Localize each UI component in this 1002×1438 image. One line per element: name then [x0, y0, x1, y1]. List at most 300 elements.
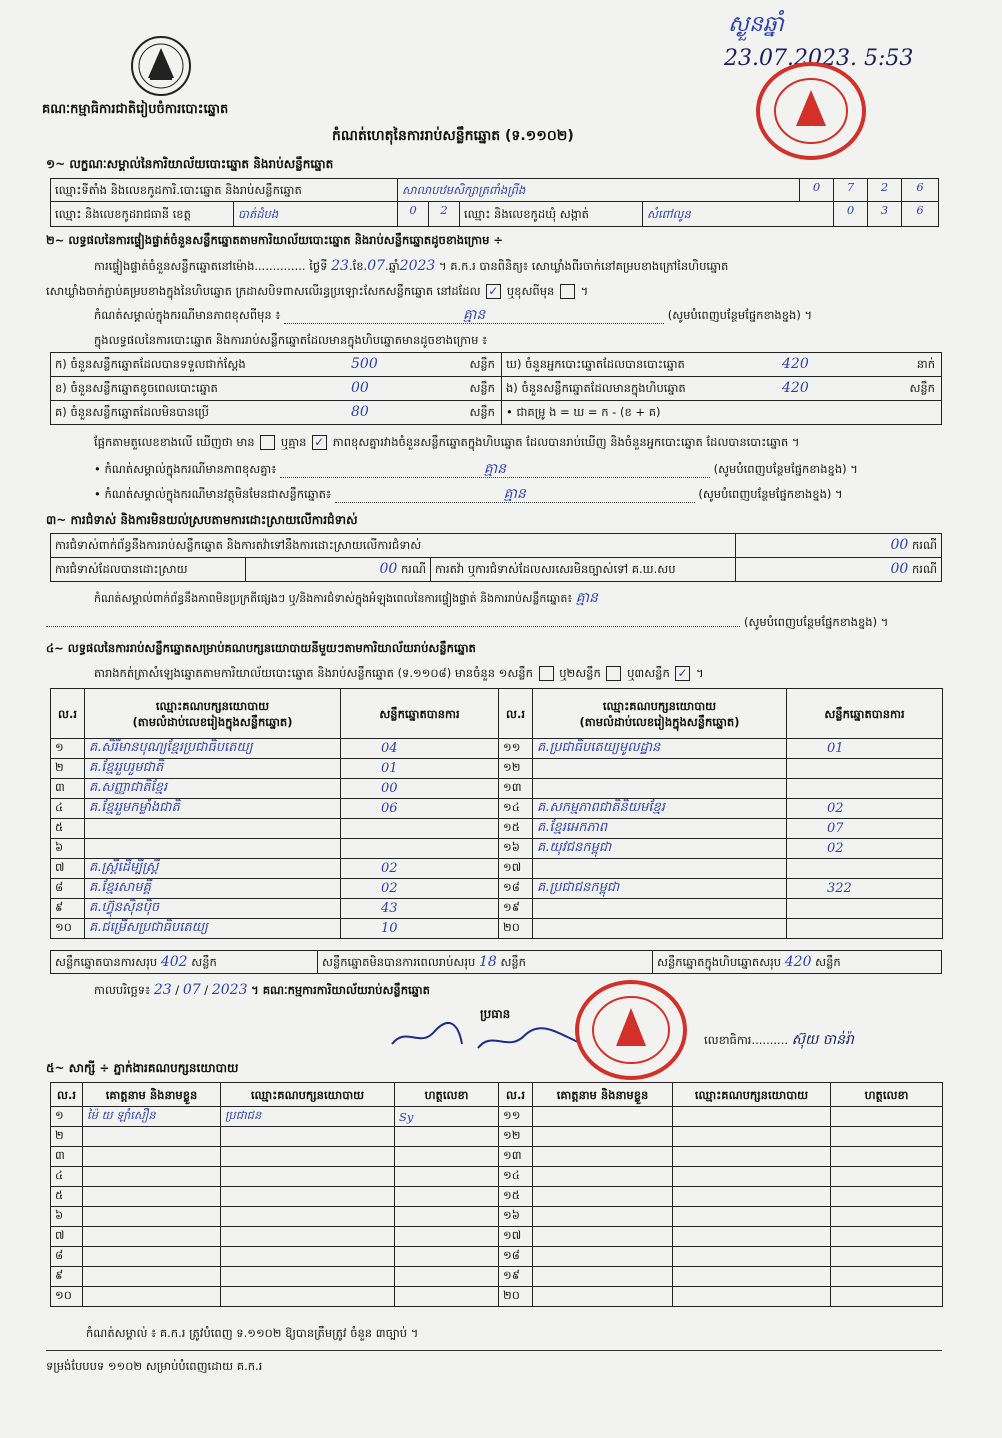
- witness-name: [533, 1127, 673, 1147]
- witness-name: [533, 1187, 673, 1207]
- total-invalid-value: 18: [478, 954, 497, 970]
- party-name: [533, 899, 787, 919]
- has-difference-checkbox[interactable]: [260, 435, 275, 450]
- footer-divider: [46, 1350, 942, 1351]
- row-number: ៩: [51, 1267, 83, 1287]
- table-row: [51, 899, 943, 919]
- col-header-party: [85, 689, 341, 739]
- witness-party: [221, 1147, 395, 1167]
- row-number: ៧: [51, 859, 85, 879]
- table-row: [51, 819, 943, 839]
- resolved-count: 00: [379, 561, 398, 577]
- party-results-table: [50, 688, 943, 939]
- form-footer: ទម្រង់បែបបទ ១១០២ សម្រាប់បំពេញដោយ គ.ក.រ: [46, 1359, 263, 1373]
- code-digit: 2: [867, 178, 902, 202]
- witness-name: [83, 1127, 221, 1147]
- row-number: ៥: [51, 1187, 83, 1207]
- commune-value: សំពៅលូន: [642, 201, 834, 227]
- check-time-label: ការផ្ទៀងផ្ទាត់ចំនួនសន្លឹកឆ្នោតនៅម៉ោង.............. ថ្ងៃទី: [94, 259, 328, 273]
- three-sheets-checkbox[interactable]: [675, 666, 690, 681]
- row-number: ១៩: [499, 1267, 533, 1287]
- total-valid-cell: [50, 950, 318, 974]
- committee-stamp: [575, 980, 687, 1080]
- table-row: [51, 1127, 943, 1147]
- witness-signature: [831, 1167, 943, 1187]
- witness-signature: [831, 1287, 943, 1307]
- col-header-votes: សន្លឹកឆ្នោតបានការ: [787, 689, 943, 739]
- vote-count: 322: [787, 879, 943, 899]
- party-header-sub: (តាមលំដាប់លេខរៀងក្នុងសន្លឹកឆ្នោត): [132, 714, 293, 729]
- table-row: [51, 1187, 943, 1207]
- witness-name: [533, 1267, 673, 1287]
- col-header-no: ល.រ: [499, 1083, 533, 1107]
- row-number: ១១: [499, 739, 533, 759]
- section1-heading: ១~ លក្ខណៈសម្គាល់នៃការិយាល័យបោះឆ្នោត និងរាប់សន្លឹកឆ្នោត: [46, 157, 334, 171]
- party-header-label: ឈ្មោះគណបក្សនយោបាយ: [155, 698, 270, 713]
- code-digit: 3: [867, 201, 902, 227]
- witness-signature: [395, 1207, 499, 1227]
- formula-row: • ជាគម្រូ ង = ឃ = ក - (ខ + គ): [501, 400, 942, 425]
- row-number: ១២: [499, 759, 533, 779]
- table-row: [51, 1207, 943, 1227]
- party-name: [533, 859, 787, 879]
- unchanged-checkbox[interactable]: [486, 284, 501, 299]
- witness-party: [221, 1287, 395, 1307]
- vote-count: [341, 839, 499, 859]
- party-name: គ.ហ៊្វុនស៊ិនប៉ិច: [85, 899, 341, 919]
- irregularity-note-label: កំណត់សម្គាល់ពាក់ព័ន្ធនឹងភាពមិនប្រក្រតីផ្សេងៗ ឬ/និងការជំទាស់ក្នុងអំឡុងពេលនៃការផ្ទៀងផ្ទាត់ និងការរាប់សន្លឹកឆ្នោត៖: [94, 592, 573, 605]
- objection-count: 00: [890, 537, 909, 553]
- witness-signature: [831, 1127, 943, 1147]
- location-value: សាលាបឋមសិក្សាត្រពាំងព្រីង: [397, 178, 800, 202]
- witness-signature: [831, 1147, 943, 1167]
- vote-count: 00: [341, 779, 499, 799]
- witness-name: [533, 1207, 673, 1227]
- vote-count: [787, 859, 943, 879]
- col-header-signature: ហត្ថលេខា: [395, 1083, 499, 1107]
- unit-label: សន្លឹក: [469, 357, 495, 371]
- vote-count: [787, 779, 943, 799]
- unit-label: ករណី: [912, 562, 937, 576]
- party-name: គ.ប្រជាធិបតេយ្យមូលដ្ឋាន: [533, 739, 787, 759]
- witness-table: [50, 1082, 943, 1307]
- col-header-party: [533, 689, 787, 739]
- witness-name: [533, 1107, 673, 1127]
- witness-signature: [395, 1227, 499, 1247]
- results-intro: ក្នុងលទ្ធផលនៃការបោះឆ្នោត និងការរាប់សន្លឹកឆ្នោតដែលមានក្នុងហិបឆ្នោតមានដូចខាងក្រោម ៖: [94, 333, 488, 347]
- unused-ballots-row: [50, 400, 502, 425]
- witness-signature: [831, 1267, 943, 1287]
- foreign-object-note-value: គ្មាន: [503, 486, 526, 502]
- section3-heading: ៣~ ការជំទាស់ និងការមិនយល់ស្របតាមការដោះស្រាយលើការជំទាស់: [46, 513, 358, 527]
- secretary-label: លេខាធិការ: [704, 1033, 752, 1047]
- check-line2: សោឃ្លាំងចាក់ភ្ជាប់គម្របខាងក្នុងនៃហិបឆ្នោត ក្រដាសបិទពាសលើរន្ធប្រឡោះសែកសន្លឹកឆ្នោត នៅដដែល ✓ ឬខុសពីមុន ។: [46, 283, 588, 299]
- committee-label: ។ គណៈកម្មការការិយាល័យរាប់សន្លឹកឆ្នោត: [251, 983, 430, 997]
- total-invalid-cell: [317, 950, 653, 974]
- row-number: ១៨: [499, 1247, 533, 1267]
- resolved-value: [245, 557, 431, 582]
- party-header-label: ឈ្មោះគណបក្សនយោបាយ: [602, 698, 717, 713]
- voters-value: 420: [782, 356, 809, 372]
- unused-label: គ) ចំនួនសន្លឹកឆ្នោតដែលមិនបានប្រើ: [55, 405, 209, 419]
- row-number: ២: [51, 1127, 83, 1147]
- ballots-in-box-row: [501, 376, 942, 401]
- check-year: 2023: [399, 258, 436, 274]
- check-day: 23: [331, 258, 349, 274]
- unit-label: ករណី: [401, 562, 426, 576]
- col-header-no: ល.រ: [51, 689, 85, 739]
- date-label: កាលបរិច្ឆេទ៖: [94, 983, 151, 997]
- total-invalid-label: សន្លឹកឆ្នោតមិនបានការពេលរាប់សរុប: [322, 955, 476, 969]
- row-number: ៣: [51, 1147, 83, 1167]
- received-ballots-row: [50, 352, 502, 377]
- row-number: ១០: [51, 919, 85, 939]
- appeal-value: [735, 557, 942, 582]
- section2-heading: ២~ លទ្ធផលនៃការផ្ទៀងផ្ទាត់ចំនួនសន្លឹកឆ្នោតតាមការិយាល័យបោះឆ្នោត និងរាប់សន្លឹកឆ្នោតដូចខាងក្រោម ÷: [46, 233, 504, 247]
- note-value: គ្មាន: [462, 307, 486, 323]
- voters-row: [501, 352, 942, 377]
- foreign-object-note-line: [94, 486, 940, 503]
- vote-count: [787, 919, 943, 939]
- official-stamp: [756, 62, 866, 160]
- table-row: [51, 1247, 943, 1267]
- row-number: ១៣: [499, 779, 533, 799]
- witness-signature: [831, 1247, 943, 1267]
- total-box-value: 420: [784, 954, 812, 970]
- code-digit: 0: [799, 178, 834, 202]
- row-number: ១៩: [499, 899, 533, 919]
- party-name: គ.ខ្មែរសាមគ្គី: [85, 879, 341, 899]
- col-header-name: គោត្តនាម និងនាមខ្លួន: [83, 1083, 221, 1107]
- vote-count: 04: [341, 739, 499, 759]
- section5-heading: ៥~ សាក្សី ÷ ភ្នាក់ងារគណបក្សនយោបាយ: [46, 1061, 239, 1075]
- witness-name: ម៉ៃ យ ឡាំសឿន: [83, 1107, 221, 1127]
- total-box-cell: [652, 950, 942, 974]
- witness-name: [83, 1187, 221, 1207]
- note-suffix: (សូមបំពេញបន្ថែមផ្នែកខាងខ្នង) ។: [713, 462, 858, 476]
- vote-count: [787, 759, 943, 779]
- unit-label: សន្លឹក: [500, 955, 526, 969]
- witness-signature: [831, 1227, 943, 1247]
- col-header-party: ឈ្មោះគណបក្សនយោបាយ: [221, 1083, 395, 1107]
- party-name: គ.សិរីមានបុណ្យខ្មែរប្រជាធិបតេយ្យ: [85, 739, 341, 759]
- witness-party: [673, 1287, 831, 1307]
- unused-value: 80: [351, 404, 369, 420]
- dotted-line: [46, 625, 740, 627]
- row-number: ៣: [51, 779, 85, 799]
- row-number: ៤: [51, 799, 85, 819]
- location-label: ឈ្មោះទីតាំង និងលេខកូដការិ.បោះឆ្នោត និងរាប់សន្លឹកឆ្នោត: [50, 178, 398, 202]
- row-number: ១: [51, 739, 85, 759]
- vote-count: 01: [341, 759, 499, 779]
- row-number: ១២: [499, 1127, 533, 1147]
- irregularity-note-value: គ្មាន: [575, 590, 598, 606]
- ballots-in-box-value: 420: [782, 380, 809, 396]
- table-row: [51, 1107, 943, 1127]
- date-month: 07: [182, 982, 201, 998]
- row-number: ៩: [51, 899, 85, 919]
- witness-party: [221, 1127, 395, 1147]
- witness-signature: [831, 1187, 943, 1207]
- appeal-count: 00: [890, 561, 909, 577]
- witness-party: [673, 1267, 831, 1287]
- vote-count: 02: [341, 859, 499, 879]
- witness-party: [673, 1207, 831, 1227]
- witness-party: [221, 1207, 395, 1227]
- check-line2-text: សោឃ្លាំងចាក់ភ្ជាប់គម្របខាងក្នុងនៃហិបឆ្នោត ក្រដាសបិទពាសលើរន្ធប្រឡោះសែកសន្លឹកឆ្នោត នៅដដែល: [46, 284, 481, 298]
- province-value: បាត់ដំបង: [233, 201, 398, 227]
- chair-signature: [388, 1018, 588, 1062]
- witness-party: ប្រជាជន: [221, 1107, 395, 1127]
- witness-party: [673, 1127, 831, 1147]
- witness-name: [533, 1287, 673, 1307]
- row-number: ៨: [51, 1247, 83, 1267]
- witness-signature: [395, 1267, 499, 1287]
- commune-label: ឈ្មោះ និងលេខកូដឃុំ សង្កាត់: [459, 201, 643, 227]
- note-label: កំណត់សម្គាល់ក្នុងករណីមានភាពខុសពីមុន ៖: [94, 308, 281, 322]
- witness-signature: [831, 1107, 943, 1127]
- footer-note: កំណត់សម្គាល់ ៖ គ.ក.រ ត្រូវបំពេញ ទ.១១០២ ឱ្យបានត្រឹមត្រូវ ចំនួន ៣ច្បាប់ ។: [86, 1326, 419, 1340]
- witness-name: [533, 1167, 673, 1187]
- row-number: ១០: [51, 1287, 83, 1307]
- note-suffix: (សូមបំពេញបន្ថែមផ្នែកខាងខ្នង) ។: [667, 308, 813, 322]
- witness-party: [673, 1247, 831, 1267]
- row-number: ១៥: [499, 819, 533, 839]
- witness-name: [83, 1147, 221, 1167]
- row-number: ១៤: [499, 1167, 533, 1187]
- compare-line: [94, 434, 799, 450]
- date-day: 23: [153, 982, 172, 998]
- objection-row-value: [735, 533, 942, 558]
- vote-count: [787, 899, 943, 919]
- table-row: [51, 1267, 943, 1287]
- witness-signature: [831, 1207, 943, 1227]
- vote-count: 07: [787, 819, 943, 839]
- party-header-sub: (តាមលំដាប់លេខរៀងក្នុងសន្លឹកឆ្នោត): [579, 714, 740, 729]
- objection-row-label: ការជំទាស់ពាក់ព័ន្ធនឹងការរាប់សន្លឹកឆ្នោត និងការតវ៉ាទៅនឹងការដោះស្រាយលើការជំទាស់: [50, 533, 736, 558]
- col-header-no: ល.រ: [499, 689, 533, 739]
- witness-signature: [395, 1147, 499, 1167]
- witness-signature: [395, 1247, 499, 1267]
- witness-signature: [395, 1287, 499, 1307]
- table-row: [51, 919, 943, 939]
- party-name: [533, 779, 787, 799]
- row-number: ១៨: [499, 879, 533, 899]
- two-sheets-label: ឬ២សន្លឹក: [559, 666, 601, 680]
- party-name: គ.ប្រជាជនកម្ពុជា: [533, 879, 787, 899]
- witness-party: [221, 1267, 395, 1287]
- no-difference-label: ឬគ្មាន: [280, 435, 307, 449]
- nec-logo: [128, 34, 194, 98]
- check-line1: ការផ្ទៀងផ្ទាត់ចំនួនសន្លឹកឆ្នោតនៅម៉ោង.............. ថ្ងៃទី 23.ខែ.07.ឆ្នាំ2023 ។ គ.ក.រ បានពិនិត្យ៖ សោឃ្លាំងពីរចាក់នៅគម្របខាងក្រៅនៃហិបឆ្នោត: [94, 258, 729, 274]
- witness-party: [673, 1147, 831, 1167]
- unit-label: សន្លឹក: [815, 955, 841, 969]
- table-row: [51, 1167, 943, 1187]
- unit-label: សន្លឹក: [191, 955, 217, 969]
- ballots-in-box-label: ង) ចំនួនសន្លឹកឆ្នោតដែលមានក្នុងហិបឆ្នោត: [506, 381, 686, 395]
- note-suffix: (សូមបំពេញបន្ថែមផ្នែកខាងខ្នង) ។: [698, 487, 843, 501]
- table-row: [51, 759, 943, 779]
- tally-intro: តារាងកត់ត្រាសំឡេងឆ្នោតតាមការិយាល័យបោះឆ្នោត និងរាប់សន្លឹកឆ្នោត (ទ.១១០៨) មានចំនួន ១សន្លឹក: [94, 666, 533, 680]
- changed-checkbox[interactable]: [560, 284, 575, 299]
- table-row: [51, 799, 943, 819]
- received-label: ក) ចំនួនសន្លឹកឆ្នោតដែលបានទទួលជាក់ស្តែង: [55, 357, 246, 371]
- chair-label: ប្រធាន: [480, 1007, 511, 1021]
- witness-name: [83, 1207, 221, 1227]
- table-row: [51, 1147, 943, 1167]
- section4-heading: ៤~ លទ្ធផលនៃការរាប់សន្លឹកឆ្នោតសម្រាប់គណបក្សនយោបាយនីមួយៗតាមការិយាល័យរាប់សន្លឹកឆ្នោត: [46, 641, 476, 655]
- total-valid-value: 402: [160, 954, 188, 970]
- table-row: [51, 839, 943, 859]
- col-header-votes: សន្លឹកឆ្នោតបានការ: [341, 689, 499, 739]
- table-row: [51, 879, 943, 899]
- party-name: គ.ខ្មែរអេកភាព: [533, 819, 787, 839]
- code-digit: 0: [397, 201, 429, 227]
- witness-party: [673, 1227, 831, 1247]
- witness-party: [673, 1107, 831, 1127]
- two-sheets-checkbox[interactable]: [606, 666, 621, 681]
- row-number: ១៧: [499, 1227, 533, 1247]
- witness-signature: [395, 1167, 499, 1187]
- vote-count: 43: [341, 899, 499, 919]
- table-row: [51, 1287, 943, 1307]
- no-difference-checkbox[interactable]: [312, 435, 327, 450]
- witness-signature: [395, 1187, 499, 1207]
- witness-name: [83, 1167, 221, 1187]
- party-name: គ.ខ្មែររួមកម្លាំងជាតិ: [85, 799, 341, 819]
- org-name: គណៈកម្មាធិការជាតិរៀបចំការបោះឆ្នោត: [42, 102, 229, 117]
- party-name: គ.សកម្មភាពជាតិនិយមខ្មែរ: [533, 799, 787, 819]
- row-number: ១៤: [499, 799, 533, 819]
- party-name: គ.សញ្ញាជាតិខ្មែរ: [85, 779, 341, 799]
- row-number: ១៣: [499, 1147, 533, 1167]
- code-digit: 6: [901, 201, 939, 227]
- witness-party: [221, 1187, 395, 1207]
- unit-label: សន្លឹក: [469, 381, 495, 395]
- difference-note-value: គ្មាន: [483, 461, 507, 477]
- party-name: គ.ស្ត្រីដើម្បីស្ត្រី: [85, 859, 341, 879]
- compare-label: ផ្អែកតាមតួលេខខាងលើ ឃើញថា មាន: [94, 435, 255, 449]
- party-name: គ.ជម្រើសប្រជាធិបតេយ្យ: [85, 919, 341, 939]
- row-number: ១៦: [499, 1207, 533, 1227]
- row-number: ៤: [51, 1167, 83, 1187]
- unit-label: សន្លឹក: [909, 381, 935, 395]
- witness-signature: Sy: [395, 1107, 499, 1127]
- row-number: ១: [51, 1107, 83, 1127]
- witness-signature: [395, 1127, 499, 1147]
- col-header-no: ល.រ: [51, 1083, 83, 1107]
- unit-label: ករណី: [912, 538, 937, 552]
- party-name: [85, 819, 341, 839]
- appeal-label: ការតវ៉ា ឬការជំទាស់ដែលសរសេរមិនច្បាស់ទៅ គ.ឃ.សប: [430, 557, 736, 582]
- handwritten-note: ស្ងួនឆ្នាំ: [728, 12, 784, 37]
- party-name: [533, 759, 787, 779]
- witness-name: [533, 1147, 673, 1167]
- code-digit: 2: [428, 201, 460, 227]
- row-number: ១៦: [499, 839, 533, 859]
- witness-name: [83, 1287, 221, 1307]
- difference-note-line: [94, 461, 940, 478]
- vote-count: 02: [787, 799, 943, 819]
- unit-label: នាក់: [916, 357, 935, 371]
- received-value: 500: [351, 356, 378, 372]
- party-name: [85, 839, 341, 859]
- spoiled-value: 00: [351, 380, 369, 396]
- witness-name: [83, 1227, 221, 1247]
- signing-date-line: កាលបរិច្ឆេទ៖ 23 / 07 / 2023 ។ គណៈកម្មការការិយាល័យរាប់សន្លឹកឆ្នោត: [94, 982, 430, 998]
- secretary-signature: ស៊ុយ ចាន់រ៉ា: [791, 1032, 854, 1048]
- spoiled-label: ខ) ចំនួនសន្លឹកឆ្នោតខូចពេលបោះឆ្នោត: [55, 381, 218, 395]
- party-name: គ.យុវជនកម្ពុជា: [533, 839, 787, 859]
- row-number: ២: [51, 759, 85, 779]
- handwritten-datetime: 23.07.2023. 5:53: [724, 46, 914, 71]
- witness-name: [533, 1227, 673, 1247]
- total-valid-label: សន្លឹកឆ្នោតបានការសរុប: [55, 955, 158, 969]
- col-header-party: ឈ្មោះគណបក្សនយោបាយ: [673, 1083, 831, 1107]
- date-year: 2023: [211, 982, 248, 998]
- code-digit: 7: [833, 178, 868, 202]
- row-number: ២០: [499, 919, 533, 939]
- row-number: ១៧: [499, 859, 533, 879]
- row-number: ៥: [51, 819, 85, 839]
- foreign-object-note-label: • កំណត់សម្គាល់ក្នុងករណីមានវត្ថុមិនមែនជាសន្លឹកឆ្នោត៖: [94, 487, 332, 501]
- vote-count: 06: [341, 799, 499, 819]
- row-number: ១១: [499, 1107, 533, 1127]
- vote-count: [341, 819, 499, 839]
- three-sheets-label: ឬ៣សន្លឹក: [627, 666, 670, 680]
- col-header-signature: ហត្ថលេខា: [831, 1083, 943, 1107]
- compare-tail: ភាពខុសគ្នារវាងចំនួនសន្លឹកឆ្នោតក្នុងហិបឆ្នោត ដែលបានរាប់ឃើញ និងចំនួនអ្នកបោះឆ្នោត ដែលបានបោះឆ្នោត ។: [332, 435, 800, 449]
- witness-party: [221, 1227, 395, 1247]
- witness-party: [673, 1167, 831, 1187]
- vote-count: 02: [341, 879, 499, 899]
- witness-name: [533, 1247, 673, 1267]
- party-name: [533, 919, 787, 939]
- check-month: 07: [367, 258, 386, 274]
- one-sheet-checkbox[interactable]: [539, 666, 554, 681]
- witness-party: [221, 1247, 395, 1267]
- col-header-name: គោត្តនាម និងនាមខ្លួន: [533, 1083, 673, 1107]
- resolved-label: ការជំទាស់ដែលបានដោះស្រាយ: [50, 557, 246, 582]
- row-number: ៧: [51, 1227, 83, 1247]
- table-row: [51, 1227, 943, 1247]
- province-label: ឈ្មោះ និងលេខកូដរាជធានី ខេត្ត: [50, 201, 234, 227]
- table-row: [51, 779, 943, 799]
- table-row: [51, 739, 943, 759]
- table-row: [51, 859, 943, 879]
- code-digit: 0: [833, 201, 868, 227]
- unit-label: សន្លឹក: [469, 405, 495, 419]
- changed-label: ឬខុសពីមុន: [506, 284, 555, 298]
- row-number: ៦: [51, 839, 85, 859]
- secretary-line: លេខាធិការ.......... ស៊ុយ ចាន់រ៉ា: [704, 1032, 854, 1048]
- note-line: [94, 307, 940, 324]
- row-number: ១៥: [499, 1187, 533, 1207]
- spoiled-ballots-row: [50, 376, 502, 401]
- total-box-label: សន្លឹកឆ្នោតក្នុងហិបឆ្នោតសរុប: [657, 955, 782, 969]
- witness-party: [221, 1167, 395, 1187]
- row-number: ២០: [499, 1287, 533, 1307]
- row-number: ៦: [51, 1207, 83, 1227]
- witness-party: [673, 1187, 831, 1207]
- irregularity-note-suffix: (សូមបំពេញបន្ថែមផ្នែកខាងខ្នង) ។: [744, 615, 889, 629]
- irregularity-note-line: [94, 590, 598, 607]
- vote-count: 02: [787, 839, 943, 859]
- vote-count: 01: [787, 739, 943, 759]
- witness-name: [83, 1267, 221, 1287]
- tally-sheet-line: តារាងកត់ត្រាសំឡេងឆ្នោតតាមការិយាល័យបោះឆ្នោត និងរាប់សន្លឹកឆ្នោត (ទ.១១០៨) មានចំនួន ១សន្លឹក ឬ២សន្លឹក ឬ៣សន្លឹក ✓ ។: [94, 665, 704, 681]
- difference-note-label: • កំណត់សម្គាល់ក្នុងករណីមានភាពខុសគ្នា៖: [94, 462, 277, 476]
